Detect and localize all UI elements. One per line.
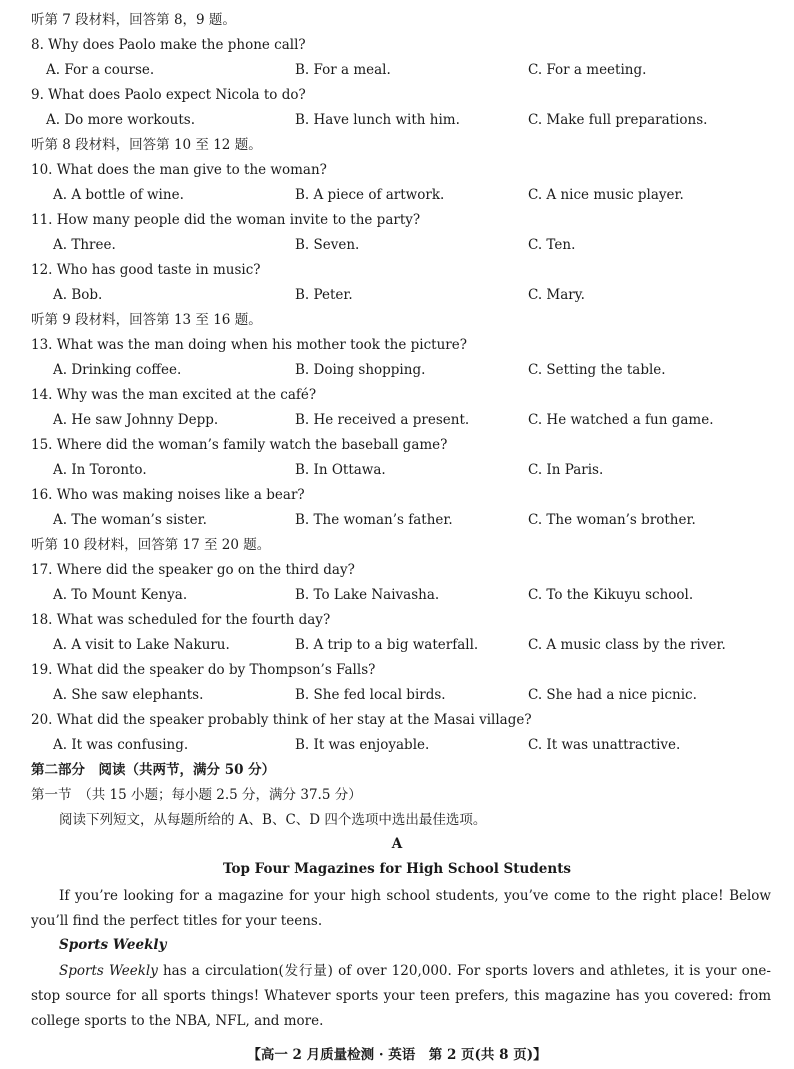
- magazine-body-text: has a circulation(发行量) of over 120,000. For sports lovers and athletes, it is your one-stop source for all sports things! Whatever sports your teen prefers, this magazine has you covered: from college sports to the NBA, NFL, and more.: [31, 963, 771, 1029]
- q10-option-b: B. A piece of artwork.: [295, 187, 445, 203]
- magazine-body: [31, 959, 771, 1034]
- section-heading: 听第 7 段材料，回答第 8，9 题。: [31, 12, 236, 28]
- section-heading: 听第 10 段材料，回答第 17 至 20 题。: [31, 537, 271, 553]
- question-15: 15. Where did the woman’s family watch the baseball game?: [31, 437, 448, 453]
- question-17: 17. Where did the speaker go on the third day?: [31, 562, 355, 578]
- section-heading: 听第 8 段材料，回答第 10 至 12 题。: [31, 137, 262, 153]
- q10-option-a: A. A bottle of wine.: [53, 187, 184, 203]
- q17-option-c: C. To the Kikuyu school.: [528, 587, 694, 603]
- q13-option-a: A. Drinking coffee.: [53, 362, 182, 378]
- q18-option-a: A. A visit to Lake Nakuru.: [53, 637, 230, 653]
- part2-section1-heading: 第一节 （共 15 小题；每小题 2.5 分，满分 37.5 分）: [31, 787, 362, 803]
- passage-letter: A: [391, 836, 403, 852]
- question-11: 11. How many people did the woman invite to the party?: [31, 212, 421, 228]
- question-10: 10. What does the man give to the woman?: [31, 162, 327, 178]
- q20-option-b: B. It was enjoyable.: [295, 737, 430, 753]
- q9-option-b: B. Have lunch with him.: [295, 112, 460, 128]
- q14-option-c: C. He watched a fun game.: [528, 412, 714, 428]
- question-20: 20. What did the speaker probably think of her stay at the Masai village?: [31, 712, 532, 728]
- q19-option-b: B. She fed local birds.: [295, 687, 446, 703]
- q11-option-c: C. Ten.: [528, 237, 576, 253]
- q14-option-a: A. He saw Johnny Depp.: [53, 412, 219, 428]
- q17-option-a: A. To Mount Kenya.: [53, 587, 188, 603]
- q15-option-a: A. In Toronto.: [53, 462, 147, 478]
- passage-title: Top Four Magazines for High School Students: [222, 861, 572, 877]
- q16-option-b: B. The woman’s father.: [295, 512, 453, 528]
- q19-option-a: A. She saw elephants.: [53, 687, 204, 703]
- part2-title: 第二部分 阅读（共两节，满分 50 分）: [31, 762, 276, 778]
- question-14: 14. Why was the man excited at the café?: [31, 387, 317, 403]
- q13-option-b: B. Doing shopping.: [295, 362, 426, 378]
- question-19: 19. What did the speaker do by Thompson’s Falls?: [31, 662, 376, 678]
- magazine-title-text: Sports Weekly: [59, 937, 167, 953]
- question-16: 16. Who was making noises like a bear?: [31, 487, 305, 503]
- q17-option-b: B. To Lake Naivasha.: [295, 587, 440, 603]
- question-13: 13. What was the man doing when his mother took the picture?: [31, 337, 467, 353]
- q10-option-c: C. A nice music player.: [528, 187, 684, 203]
- q12-option-a: A. Bob.: [53, 287, 103, 303]
- q8-option-a: A. For a course.: [46, 62, 155, 78]
- q12-option-b: B. Peter.: [295, 287, 353, 303]
- magazine-title: [59, 936, 166, 954]
- question-9: 9. What does Paolo expect Nicola to do?: [31, 87, 306, 103]
- q12-option-c: C. Mary.: [528, 287, 585, 303]
- section-heading: 听第 9 段材料，回答第 13 至 16 题。: [31, 312, 262, 328]
- question-18: 18. What was scheduled for the fourth day?: [31, 612, 331, 628]
- q15-option-b: B. In Ottawa.: [295, 462, 386, 478]
- q16-option-c: C. The woman’s brother.: [528, 512, 696, 528]
- q11-option-b: B. Seven.: [295, 237, 360, 253]
- q20-option-c: C. It was unattractive.: [528, 737, 681, 753]
- q9-option-c: C. Make full preparations.: [528, 112, 708, 128]
- q19-option-c: C. She had a nice picnic.: [528, 687, 697, 703]
- q13-option-c: C. Setting the table.: [528, 362, 666, 378]
- q18-option-c: C. A music class by the river.: [528, 637, 726, 653]
- question-8: 8. Why does Paolo make the phone call?: [31, 37, 306, 53]
- question-12: 12. Who has good taste in music?: [31, 262, 261, 278]
- magazine-name: Sports Weekly: [59, 963, 158, 979]
- q16-option-a: A. The woman’s sister.: [53, 512, 207, 528]
- q8-option-c: C. For a meeting.: [528, 62, 647, 78]
- q9-option-a: A. Do more workouts.: [46, 112, 196, 128]
- passage-intro: If you’re looking for a magazine for your high school students, you’ve come to the right place! Below you’ll find the perfect titles for your teens.: [31, 888, 771, 929]
- q20-option-a: A. It was confusing.: [53, 737, 189, 753]
- q18-option-b: B. A trip to a big waterfall.: [295, 637, 479, 653]
- q14-option-b: B. He received a present.: [295, 412, 470, 428]
- page-footer: 【高一 2 月质量检测 · 英语 第 2 页(共 8 页)】: [247, 1047, 547, 1063]
- q8-option-b: B. For a meal.: [295, 62, 391, 78]
- q15-option-c: C. In Paris.: [528, 462, 604, 478]
- q11-option-a: A. Three.: [53, 237, 116, 253]
- part2-instruction: 阅读下列短文，从每题所给的 A、B、C、D 四个选项中选出最佳选项。: [59, 812, 487, 828]
